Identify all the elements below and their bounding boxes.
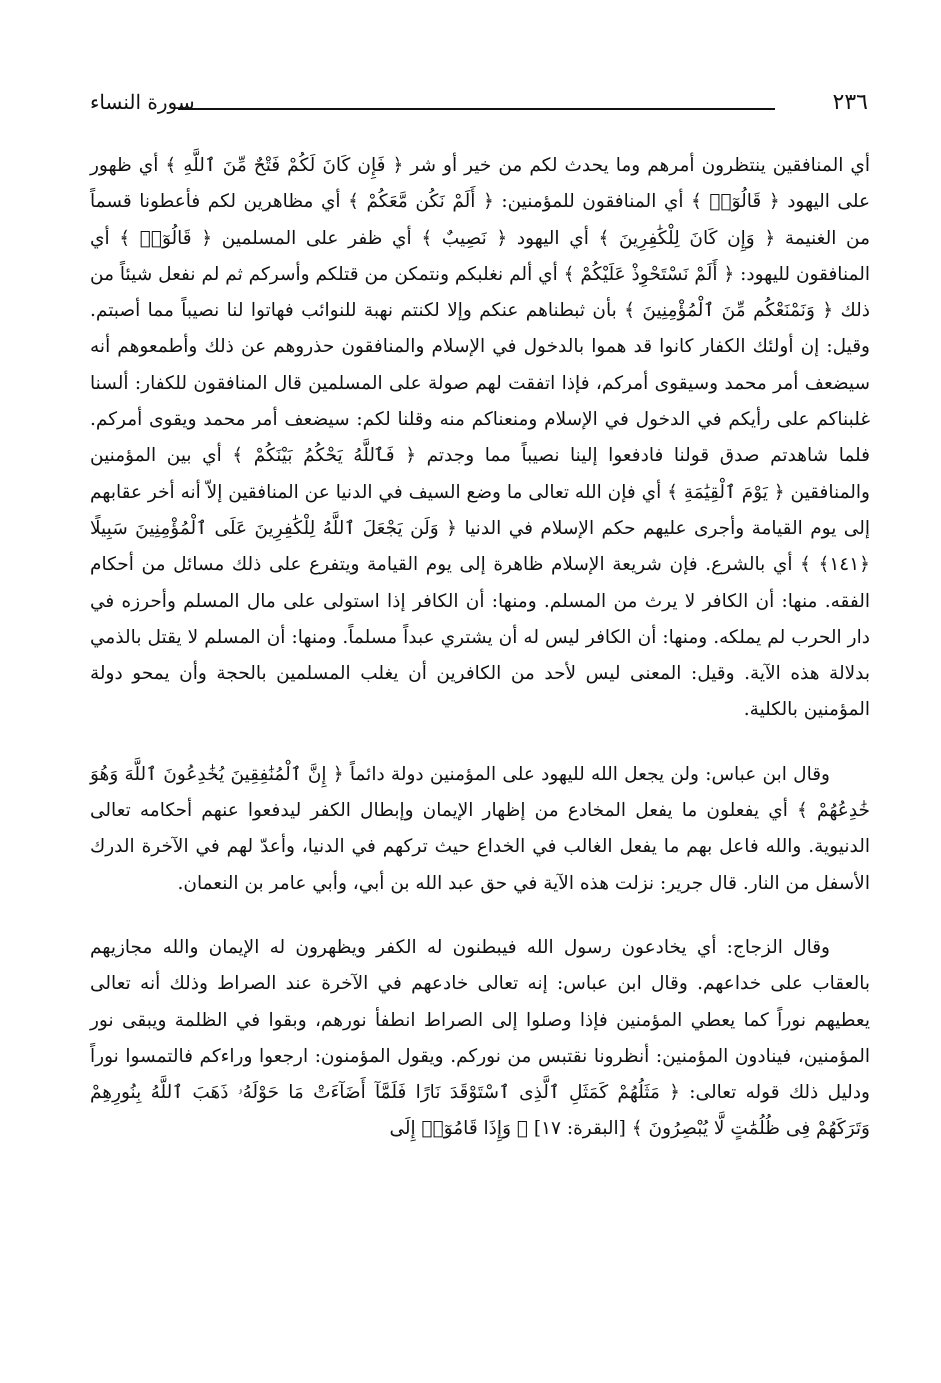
surah-title: سورة النساء <box>90 90 195 114</box>
paragraph-2: وقال ابن عباس: ولن يجعل الله لليهود على المؤمنين دولة دائماً ﴿ إِنَّ ٱلْمُنَٰفِقِينَ يُخَٰدِعُونَ ٱللَّهَ وَهُوَ خَٰدِعُهُمْ ﴾ أي يفعلون ما يفعل المخادع من إظهار الإيمان وإبطال الكفر ليدفعوا عنهم أحكامه تعالى الدنيوية. والله فاعل بهم ما يفعل الغالب في الخداع حيث تركهم في الدنيا، وأعدّ لهم في الآخرة الدرك الأسفل من النار. قال جرير: نزلت هذه الآية في حق عبد الله بن أبي، وأبي عامر بن النعمان. <box>90 763 870 894</box>
header-rule <box>178 108 775 110</box>
page-body <box>90 148 870 1148</box>
page-number: ٢٣٦ <box>832 90 868 115</box>
paragraph-3: وقال الزجاج: أي يخادعون رسول الله فيبطنون له الكفر ويظهرون له الإيمان والله مجازيهم بالعقاب على خداعهم. وقال ابن عباس: إنه تعالى خادعهم في الآخرة عند الصراط وذلك أنه تعالى يعطيهم نوراً كما يعطي المؤمنين فإذا وصلوا إلى الصراط انطفأ نورهم، وبقوا في الظلمة ويبقى نور المؤمنين، فينادون المؤمنين: أنظرونا نقتبس من نوركم. ويقول المؤمنون: ارجعوا وراءكم فالتمسوا نوراً ودليل ذلك قوله تعالى: ﴿ مَثَلُهُمْ كَمَثَلِ ٱلَّذِى ٱسْتَوْقَدَ نَارًا فَلَمَّآ أَضَآءَتْ مَا حَوْلَهُۥ ذَهَبَ ٱللَّهُ بِنُورِهِمْ وَتَرَكَهُمْ فِى ظُلُمَٰتٍ لَّا يُبْصِرُونَ ﴾ [البقرة: ١٧] ﴿ وَإِذَا قَامُوٓا۟ إِلَى <box>90 936 870 1140</box>
page-header <box>88 88 870 118</box>
paragraph-1: أي المنافقين ينتظرون أمرهم وما يحدث لكم من خير أو شر ﴿ فَإِن كَانَ لَكُمْ فَتْحٌ مِّنَ ٱللَّهِ ﴾ أي ظهور على اليهود ﴿ قَالُوٓا۟ ﴾ أي المنافقون للمؤمنين: ﴿ أَلَمْ نَكُن مَّعَكُمْ ﴾ أي مظاهرين لكم فأعطونا قسماً من الغنيمة ﴿ وَإِن كَانَ لِلْكَٰفِرِينَ ﴾ أي اليهود ﴿ نَصِيبٌ ﴾ أي ظفر على المسلمين ﴿ قَالُوٓا۟ ﴾ أي المنافقون لليهود: ﴿ أَلَمْ نَسْتَحْوِذْ عَلَيْكُمْ ﴾ أي ألم نغلبكم ونتمكن من قتلكم وأسركم ثم لم نفعل شيئاً من ذلك ﴿ وَنَمْنَعْكُم مِّنَ ٱلْمُؤْمِنِينَ ﴾ بأن ثبطناهم عنكم وإلا لكنتم نهبة للنوائب فهاتوا لنا نصيباً مما أصبتم. وقيل: إن أولئك الكفار كانوا قد هموا بالدخول في الإسلام والمنافقون حذروهم عن ذلك وأطمعوهم أنه سيضعف أمر محمد وسيقوى أمركم، فإذا اتفقت لهم صولة على المسلمين قال المنافقون للكفار: ألسنا غلبناكم على رأيكم في الدخول في الإسلام ومنعناكم منه وقلنا لكم: سيضعف أمر محمد ويقوى أمركم. فلما شاهدتم صدق قولنا فادفعوا إلينا نصيباً مما وجدتم ﴿ فَٱللَّهُ يَحْكُمُ بَيْنَكُمْ ﴾ أي بين المؤمنين والمنافقين ﴿ يَوْمَ ٱلْقِيَٰمَةِ ﴾ أي فإن الله تعالى ما وضع السيف في الدنيا عن المنافقين إلاّ أنه أخر عقابهم إلى يوم القيامة وأجرى عليهم حكم الإسلام في الدنيا ﴿ وَلَن يَجْعَلَ ٱللَّهُ لِلْكَٰفِرِينَ عَلَى ٱلْمُؤْمِنِينَ سَبِيلًا ﴿١٤١﴾ ﴾ أي بالشرع. فإن شريعة الإسلام ظاهرة إلى يوم القيامة ويتفرع على ذلك مسائل من أحكام الفقه. منها: أن الكافر لا يرث من المسلم. ومنها: أن الكافر إذا استولى على مال المسلم وأحرزه في دار الحرب لم يملكه. ومنها: أن الكافر ليس له أن يشتري عبداً مسلماً. ومنها: أن المسلم لا يقتل بالذمي بدلالة هذه الآية. وقيل: المعنى ليس لأحد من الكافرين أن يغلب المسلمين بالحجة وأن يمحو دولة المؤمنين بالكلية. <box>90 155 870 721</box>
